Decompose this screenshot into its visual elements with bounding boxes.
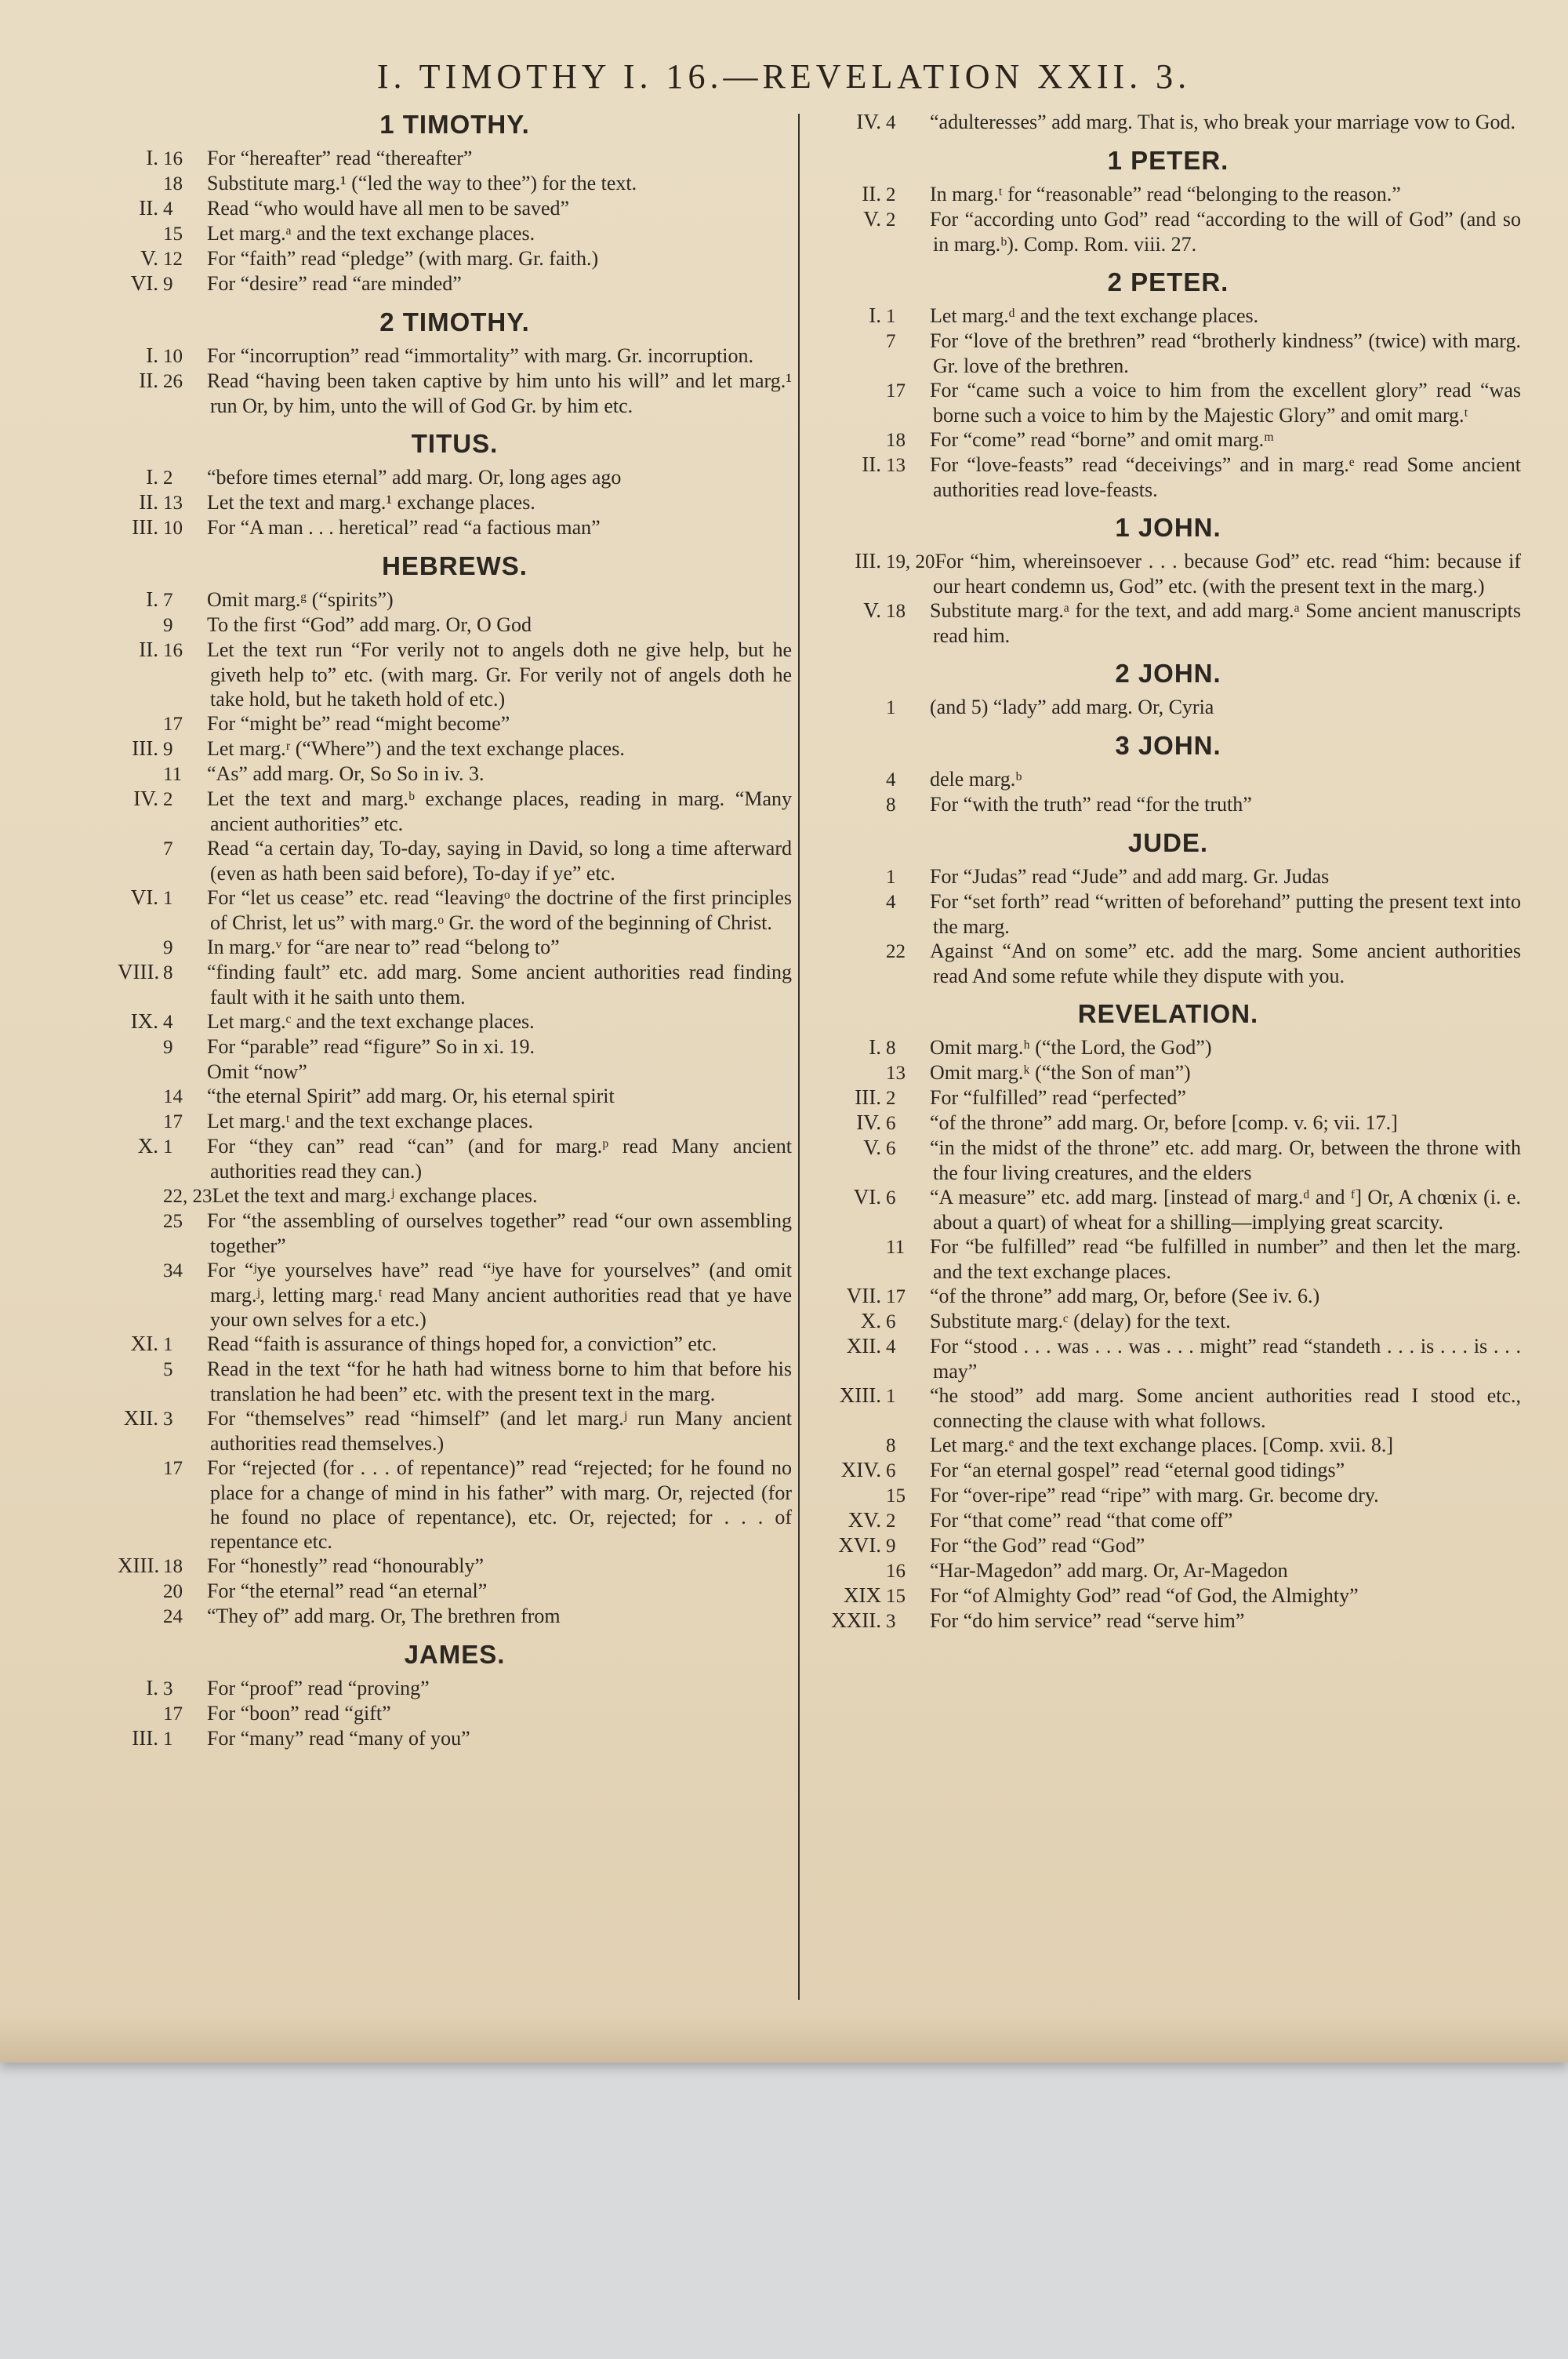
correction-entry — [118, 638, 792, 711]
correction-entry — [815, 1234, 1521, 1284]
book-title-2-john: 2 JOHN. — [1115, 659, 1221, 688]
verse-number: 15 — [163, 224, 183, 245]
correction-entry — [118, 490, 792, 515]
correction-entry — [118, 761, 792, 787]
entry-text: Substitute marg.¹ (“led the way to thee”) for the text. — [207, 172, 637, 194]
verse-number: 1 — [163, 1728, 173, 1750]
verse-number: 14 — [163, 1086, 183, 1107]
entry-text: Let marg.ᵃ and the text exchange places. — [207, 222, 535, 245]
correction-entry — [815, 427, 1521, 453]
entry-text: For “the eternal” read “an eternal” — [207, 1579, 488, 1602]
verse-number: 18 — [886, 430, 906, 451]
verse-number: 9 — [163, 615, 173, 636]
book-title-2-peter: 2 PETER. — [1107, 267, 1229, 296]
chapter-number: II. — [139, 490, 158, 514]
correction-entry — [815, 1309, 1521, 1334]
verse-number: 8 — [886, 1435, 896, 1456]
entry-text: For “the God” read “God” — [930, 1534, 1145, 1557]
verse-number: 1 — [886, 867, 896, 888]
chapter-number: I. — [146, 146, 158, 169]
verse-number: 6 — [886, 1187, 896, 1209]
entry-text: For “him, whereinsoever . . . because God” etc. read “him: because if our heart condemn us, God” etc. (with the present text in the marg.) — [933, 550, 1521, 598]
chapter-number: III. — [132, 1726, 158, 1750]
entry-text: For “came such a voice to him from the excellent glory” read “was borne such a voice to him by the Majestic Glory” and omit marg.ᵗ — [930, 379, 1521, 427]
entry-text: For “love-feasts” read “deceivings” and in marg.ᵉ read Some ancient authorities read love-feasts. — [930, 453, 1521, 501]
verse-number: 1 — [886, 306, 896, 327]
book-title-jude: JUDE. — [1127, 828, 1209, 857]
verse-number: 1 — [886, 697, 896, 718]
correction-entry — [815, 1035, 1521, 1060]
entry-text: To the first “God” add marg. Or, O God — [207, 613, 532, 636]
entry-text: For “of Almighty God” read “of God, the Almighty” — [930, 1584, 1359, 1607]
correction-entry — [118, 1060, 792, 1084]
entry-text: For “do him service” read “serve him” — [930, 1609, 1245, 1632]
correction-entry — [815, 1060, 1521, 1085]
correction-entry — [118, 885, 792, 935]
verse-number: 13 — [163, 493, 183, 514]
correction-entry — [815, 864, 1521, 889]
verse-number: 2 — [886, 1088, 896, 1109]
chapter-number: VIII. — [118, 960, 160, 983]
correction-entry — [118, 587, 792, 612]
correction-entry — [815, 767, 1521, 792]
correction-entry — [815, 1533, 1521, 1558]
entry-text: Let marg.ᵉ and the text exchange places. [Comp. xvii. 8.] — [930, 1434, 1394, 1456]
verse-number: 8 — [163, 962, 173, 983]
verse-number: 24 — [163, 1606, 183, 1627]
entry-text: Let the text and marg.ʲ exchange places. — [212, 1184, 538, 1207]
verse-number: 7 — [163, 590, 173, 611]
verse-number: 11 — [886, 1237, 906, 1258]
entry-text: “adulteresses” add marg. That is, who break your marriage vow to God. — [930, 111, 1516, 133]
chapter-number: V. — [863, 207, 881, 231]
entry-text: For “boon” read “gift” — [207, 1702, 391, 1725]
chapter-number: V. — [863, 1136, 881, 1159]
verse-number: 4 — [886, 892, 896, 913]
verse-number: 17 — [163, 714, 183, 735]
book-title-titus: TITUS. — [411, 429, 499, 458]
correction-entry — [118, 515, 792, 540]
entry-text: For “parable” read “figure” So in xi. 19. — [207, 1035, 535, 1058]
chapter-number: II. — [139, 638, 158, 661]
correction-entry — [118, 935, 792, 960]
entry-text: Read “a certain day, To-day, saying in David, so long a time afterward (even as hath been said before), To-day if ye” etc. — [207, 837, 792, 885]
entry-text: “before times eternal” add marg. Or, long ages ago — [207, 466, 622, 489]
entry-text: For “faith” read “pledge” (with marg. Gr. faith.) — [207, 247, 599, 270]
correction-entry — [118, 1134, 792, 1183]
verse-number: 6 — [886, 1113, 896, 1134]
entry-text: Read “faith is assurance of things hoped for, a conviction” etc. — [207, 1332, 717, 1355]
correction-entry — [815, 598, 1521, 648]
correction-entry — [815, 1136, 1521, 1185]
entry-text: Let the text and marg.¹ exchange places. — [207, 491, 535, 514]
chapter-number: III. — [855, 549, 881, 572]
entry-text: For “the assembling of ourselves together” read “our own assembling together” — [207, 1209, 792, 1257]
correction-entry — [118, 1554, 792, 1579]
verse-number: 18 — [163, 173, 183, 194]
chapter-number: IV. — [133, 787, 158, 810]
correction-entry — [815, 378, 1521, 427]
verse-number: 25 — [163, 1211, 183, 1232]
entry-text: Omit marg.ʰ (“the Lord, the God”) — [930, 1036, 1212, 1059]
verse-number: 22 — [886, 941, 906, 962]
entry-text: For “let us cease” etc. read “leavingᵒ the doctrine of the first principles of Christ, let us” with marg.ᵒ Gr. the word of the beginning of Christ. — [207, 886, 792, 934]
verse-number: 10 — [163, 346, 183, 367]
verse-number: 16 — [163, 640, 183, 661]
entry-text: For “an eternal gospel” read “eternal good tidings” — [930, 1459, 1345, 1481]
chapter-number: XII. — [123, 1406, 158, 1430]
verse-number: 17 — [163, 1111, 183, 1132]
entry-text: “They of” add marg. Or, The brethren from — [207, 1605, 561, 1627]
chapter-number: XII. — [846, 1334, 881, 1358]
verse-number: 12 — [163, 249, 183, 270]
chapter-number: I. — [869, 304, 881, 327]
entry-text: “As” add marg. Or, So So in iv. 3. — [207, 762, 485, 785]
entry-text: For “Judas” read “Jude” and add marg. Gr. Judas — [930, 865, 1330, 888]
column-rule — [798, 114, 800, 2000]
book-title-3-john: 3 JOHN. — [1115, 731, 1221, 760]
chapter-number: VII. — [846, 1284, 881, 1307]
correction-entry — [118, 736, 792, 761]
verse-number: 34 — [163, 1260, 183, 1281]
book-title-1-timothy: 1 TIMOTHY. — [379, 110, 530, 139]
correction-entry — [815, 889, 1521, 939]
correction-entry — [118, 221, 792, 246]
entry-text: “of the throne” add marg. Or, before [comp. v. 6; vii. 17.] — [930, 1111, 1398, 1134]
chapter-number: XV. — [848, 1508, 881, 1532]
correction-entry — [118, 1332, 792, 1357]
verse-number: 3 — [163, 1408, 173, 1430]
entry-text: For “they can” read “can” (and for marg.ᵖ read Many ancient authorities read they can.) — [207, 1135, 792, 1183]
correction-entry — [118, 612, 792, 638]
book-title-revelation: REVELATION. — [1077, 999, 1259, 1028]
verse-number: 5 — [163, 1359, 173, 1380]
chapter-number: XIII. — [839, 1383, 881, 1407]
correction-entry — [118, 1183, 792, 1209]
verse-number: 4 — [163, 198, 173, 220]
correction-entry — [118, 960, 792, 1009]
verse-number: 8 — [886, 794, 896, 816]
entry-text: For “according unto God” read “according to the will of God” (and so in marg.ᵇ). Comp. Rom. viii. 27. — [930, 208, 1521, 256]
verse-number: 2 — [163, 789, 173, 810]
correction-entry — [118, 836, 792, 885]
correction-entry — [118, 343, 792, 369]
entry-text: For “that come” read “that come off” — [930, 1509, 1233, 1532]
entry-text: For “A man . . . heretical” read “a factious man” — [207, 516, 601, 539]
correction-entry — [118, 1456, 792, 1554]
book-title-1-john: 1 JOHN. — [1115, 513, 1221, 542]
correction-entry — [815, 1508, 1521, 1533]
entry-text: For “incorruption” read “immortality” with marg. Gr. incorruption. — [207, 344, 754, 367]
correction-entry — [118, 1676, 792, 1701]
correction-entry — [118, 1604, 792, 1629]
entry-text: For “themselves” read “himself” (and let marg.ʲ run Many ancient authorities read themselves.) — [207, 1407, 792, 1455]
correction-entry — [815, 110, 1521, 135]
correction-entry — [118, 1579, 792, 1604]
correction-entry — [118, 1357, 792, 1406]
correction-entry — [118, 1258, 792, 1332]
entry-text: For “be fulfilled” read “be fulfilled in number” and then let the marg. and the text exchange places. — [930, 1235, 1521, 1283]
correction-entry — [815, 549, 1521, 598]
correction-entry — [118, 171, 792, 196]
verse-number: 2 — [886, 209, 896, 231]
verse-number: 7 — [886, 331, 896, 352]
correction-entry — [815, 207, 1521, 256]
correction-entry — [815, 1583, 1521, 1608]
verse-number: 2 — [886, 184, 896, 205]
correction-entry — [815, 792, 1521, 817]
entry-text: For “hereafter” read “thereafter” — [207, 147, 473, 169]
book-title-2-timothy: 2 TIMOTHY. — [379, 307, 530, 336]
correction-entry — [815, 1483, 1521, 1508]
correction-entry — [118, 1034, 792, 1060]
entry-text: “Har-Magedon” add marg. Or, Ar-Magedon — [930, 1559, 1288, 1582]
chapter-number: II. — [139, 196, 158, 220]
chapter-number: I. — [869, 1035, 881, 1059]
verse-number: 22, 23 — [163, 1186, 212, 1207]
entry-text: Omit marg.ᵍ (“spirits”) — [207, 588, 394, 611]
verse-number: 4 — [886, 769, 896, 791]
book-title-hebrews: HEBREWS. — [382, 551, 528, 580]
correction-entry — [815, 1110, 1521, 1136]
chapter-number: X. — [860, 1309, 881, 1332]
verse-number: 1 — [163, 1334, 173, 1355]
chapter-number: III. — [132, 736, 158, 760]
correction-entry — [118, 1701, 792, 1726]
correction-entry — [815, 1284, 1521, 1309]
entry-text: For “many” read “many of you” — [207, 1727, 470, 1750]
verse-number: 26 — [163, 371, 183, 392]
correction-entry — [815, 453, 1521, 502]
verse-number: 4 — [886, 1336, 896, 1358]
entry-text: “he stood” add marg. Some ancient authorities read I stood etc., connecting the clause with what follows. — [930, 1384, 1521, 1432]
correction-entry — [815, 1334, 1521, 1383]
entry-text: dele marg.ᵇ — [930, 768, 1022, 791]
correction-entry — [118, 1084, 792, 1109]
verse-number: 13 — [886, 455, 906, 476]
verse-number: 17 — [163, 1703, 183, 1725]
verse-number: 3 — [886, 1611, 896, 1632]
entry-text: Read in the text “for he hath had witness borne to him that before his translation he had been” etc. with the present text in the marg. — [207, 1358, 792, 1405]
verse-number: 16 — [886, 1561, 906, 1582]
entry-text: Substitute marg.ᵃ for the text, and add marg.ᵃ Some ancient manuscripts read him. — [930, 599, 1521, 647]
chapter-number: III. — [855, 1085, 881, 1109]
correction-entry — [815, 1458, 1521, 1483]
entry-text: Read “who would have all men to be saved” — [207, 197, 570, 220]
chapter-number: X. — [137, 1134, 158, 1158]
left-column — [118, 110, 792, 1751]
chapter-number: IV. — [856, 110, 881, 133]
correction-entry — [118, 1406, 792, 1456]
chapter-number: V. — [863, 598, 881, 622]
chapter-number: II. — [862, 453, 881, 476]
verse-number: 17 — [163, 1458, 183, 1479]
correction-entry — [118, 465, 792, 490]
correction-entry — [118, 146, 792, 171]
book-title-james: JAMES. — [404, 1640, 506, 1669]
right-column — [815, 110, 1521, 1634]
chapter-number: I. — [146, 343, 158, 367]
correction-entry — [815, 304, 1521, 329]
entry-text: “in the midst of the throne” etc. add marg. Or, between the throne with the four living creatures, and the elders — [930, 1136, 1521, 1184]
verse-number: 8 — [886, 1038, 896, 1059]
correction-entry — [118, 711, 792, 736]
verse-number: 17 — [886, 380, 906, 402]
verse-number: 1 — [886, 1386, 896, 1407]
entry-text: Substitute marg.ᶜ (delay) for the text. — [930, 1310, 1231, 1332]
entry-text: In marg.ᵛ for “are near to” read “belong to” — [207, 936, 560, 958]
entry-text: “finding fault” etc. add marg. Some ancient authorities read finding fault with it he saith unto them. — [207, 961, 792, 1009]
entry-text: For “set forth” read “written of beforehand” putting the present text into the marg. — [930, 890, 1521, 938]
entry-text: For “come” read “borne” and omit marg.ᵐ — [930, 428, 1274, 451]
correction-entry — [815, 329, 1521, 378]
entry-text: Let marg.ʳ (“Where”) and the text exchange places. — [207, 737, 625, 760]
correction-entry — [815, 1608, 1521, 1634]
verse-number: 4 — [163, 1012, 173, 1033]
chapter-number: VI. — [853, 1185, 881, 1209]
verse-number: 9 — [886, 1536, 896, 1557]
entry-text: For “fulfilled” read “perfected” — [930, 1086, 1186, 1109]
chapter-number: XI. — [130, 1332, 158, 1355]
verse-number: 13 — [886, 1063, 906, 1084]
verse-number: 20 — [163, 1581, 183, 1602]
entry-text: Against “And on some” etc. add the marg. Some ancient authorities read And some refute while they dispute with you. — [930, 940, 1521, 987]
book-title-1-peter: 1 PETER. — [1107, 146, 1229, 175]
chapter-number: I. — [146, 1676, 158, 1699]
chapter-number: I. — [146, 465, 158, 489]
verse-number: 18 — [163, 1556, 183, 1577]
chapter-number: XXII. — [831, 1608, 881, 1632]
entry-text: For “proof” read “proving” — [207, 1677, 430, 1699]
entry-text: For “love of the brethren” read “brotherly kindness” (twice) with marg. Gr. love of the brethren. — [930, 329, 1521, 377]
chapter-number: VI. — [130, 271, 158, 295]
entry-text: In marg.ᵗ for “reasonable” read “belonging to the reason.” — [930, 183, 1401, 205]
verse-number: 9 — [163, 1037, 173, 1058]
verse-number: 1 — [163, 1136, 173, 1158]
correction-entry — [118, 246, 792, 271]
correction-entry — [815, 1558, 1521, 1583]
entry-text: For “desire” read “are minded” — [207, 272, 462, 295]
entry-text: “the eternal Spirit” add marg. Or, his eternal spirit — [207, 1085, 615, 1107]
verse-number: 4 — [886, 112, 896, 133]
entry-text: For “ʲye yourselves have” read “ʲye have for yourselves” (and omit marg.ʲ, letting marg.ᵗ read Many ancient authorities read that ye have your own selves for a etc.) — [207, 1259, 792, 1331]
chapter-number: II. — [139, 369, 158, 392]
entry-text: “A measure” etc. add marg. [instead of marg.ᵈ and ᶠ] Or, A chœnix (i. e. about a quart) of wheat for a shilling—implying great scarcity. — [930, 1186, 1521, 1234]
verse-number: 19, 20 — [886, 551, 935, 572]
entry-text: For “honestly” read “honourably” — [207, 1554, 485, 1577]
verse-number: 7 — [163, 838, 173, 860]
entry-text: (and 5) “lady” add marg. Or, Cyria — [930, 696, 1214, 718]
verse-number: 18 — [886, 601, 906, 622]
chapter-number: XVI. — [838, 1533, 881, 1557]
verse-number: 9 — [163, 739, 173, 760]
entry-text: For “over-ripe” read “ripe” with marg. Gr. become dry. — [930, 1484, 1379, 1507]
verse-number: 1 — [163, 888, 173, 909]
chapter-number: IV. — [856, 1110, 881, 1134]
entry-text: For “rejected (for . . . of repentance)” read “rejected; for he found no place for a change of mind in his father” with marg. Or, rejected (for he found no place of repentance), etc. Or, rejected; for . . . of repentance etc. — [207, 1456, 792, 1553]
verse-number: 10 — [163, 518, 183, 539]
correction-entry — [118, 1009, 792, 1034]
entry-text: For “might be” read “might become” — [207, 712, 510, 735]
correction-entry — [118, 1726, 792, 1751]
chapter-number: V. — [140, 246, 158, 270]
verse-number: 15 — [886, 1485, 906, 1507]
chapter-number: VI. — [130, 885, 158, 909]
chapter-number: III. — [132, 515, 158, 539]
chapter-number: XIII. — [118, 1554, 160, 1577]
correction-entry — [118, 1109, 792, 1134]
chapter-number: XIX — [844, 1583, 881, 1607]
correction-entry — [815, 1085, 1521, 1110]
chapter-number: XIV. — [840, 1458, 881, 1481]
correction-entry — [815, 939, 1521, 988]
correction-entry — [815, 695, 1521, 720]
entry-text: For “with the truth” read “for the truth” — [930, 793, 1252, 816]
correction-entry — [118, 196, 792, 221]
correction-entry — [118, 271, 792, 296]
entry-text: Omit “now” — [207, 1060, 307, 1083]
entry-text: “of the throne” add marg, Or, before (See iv. 6.) — [930, 1285, 1320, 1307]
verse-number: 9 — [163, 274, 173, 295]
entry-text: Omit marg.ᵏ (“the Son of man”) — [930, 1061, 1191, 1084]
correction-entry — [118, 1209, 792, 1258]
entry-text: Read “having been taken captive by him unto his will” and let marg.¹ run Or, by him, unto the will of God Gr. by him etc. — [207, 369, 792, 417]
correction-entry — [815, 182, 1521, 207]
verse-number: 17 — [886, 1286, 906, 1307]
correction-entry — [118, 369, 792, 418]
verse-number: 16 — [163, 148, 183, 169]
verse-number: 11 — [163, 764, 183, 785]
entry-text: Let the text and marg.ᵇ exchange places, reading in marg. “Many ancient authorities” etc. — [207, 787, 792, 835]
correction-entry — [815, 1185, 1521, 1234]
entry-text: For “stood . . . was . . . was . . . might” read “standeth . . . is . . . is . . . may” — [930, 1335, 1521, 1383]
entry-text: Let marg.ᵈ and the text exchange places. — [930, 304, 1259, 327]
verse-number: 6 — [886, 1311, 896, 1332]
entry-text: Let marg.ᶜ and the text exchange places. — [207, 1010, 535, 1033]
verse-number: 6 — [886, 1460, 896, 1481]
verse-number: 15 — [886, 1586, 906, 1607]
verse-number: 3 — [163, 1678, 173, 1699]
running-head: I. TIMOTHY I. 16.—REVELATION XXII. 3. — [376, 57, 1192, 96]
chapter-number: II. — [862, 182, 881, 205]
correction-entry — [118, 787, 792, 836]
verse-number: 2 — [163, 467, 173, 489]
verse-number: 2 — [886, 1510, 896, 1532]
verse-number: 9 — [163, 937, 173, 958]
chapter-number: IX. — [130, 1009, 158, 1033]
chapter-number: I. — [146, 587, 158, 611]
entry-text: Let marg.ᵗ and the text exchange places. — [207, 1110, 533, 1132]
correction-entry — [815, 1383, 1521, 1433]
entry-text: Let the text run “For verily not to angels doth ne give help, but he giveth help to” etc. (with marg. Gr. For verily not of angels doth he take hold, but he taketh hold of etc.) — [207, 638, 792, 711]
correction-entry — [815, 1433, 1521, 1458]
verse-number: 6 — [886, 1138, 896, 1159]
